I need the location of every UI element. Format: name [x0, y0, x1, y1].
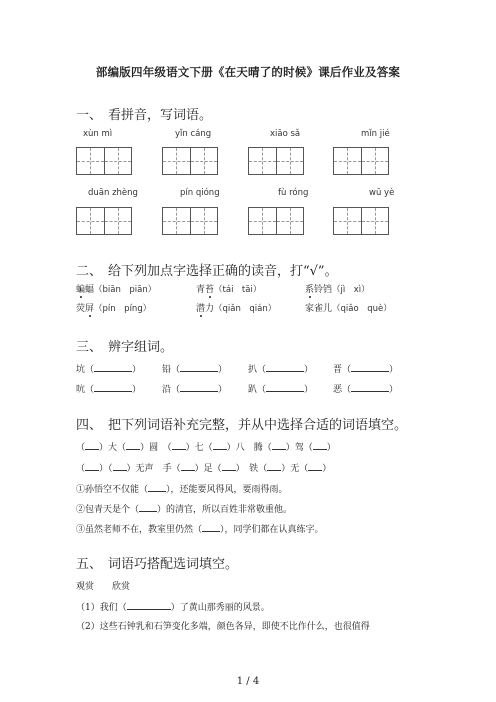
section-number: 二、 [76, 264, 103, 279]
section-title: 辨字组词。 [108, 340, 174, 355]
section-4-heading [76, 414, 407, 433]
word-group-item[interactable]: 趴（ ） [248, 382, 313, 395]
writing-grid[interactable] [333, 207, 389, 235]
section-1-heading [76, 104, 212, 123]
word-group-item[interactable]: 恶（ ） [333, 382, 398, 395]
pinyin-label: pín qióng [180, 188, 220, 198]
writing-grid[interactable] [333, 147, 389, 175]
section-number: 四、 [76, 418, 103, 433]
section-title: 把下列词语补充完整，并从中选择合适的词语填空。 [108, 418, 408, 433]
section-5-heading [76, 553, 238, 572]
writing-grid[interactable] [76, 207, 132, 235]
pronunciation-options: （qiǎo què） [332, 304, 392, 314]
fill-question[interactable]: ①孙悟空不仅能（ ），还能要风得风，要雨得雨。 [76, 482, 288, 495]
word-group-item[interactable]: 吭（ ） [76, 382, 141, 395]
fill-question[interactable]: ③虽然老师不在，教室里仍然（ ），同学们都在认真练字。 [76, 522, 324, 535]
pronunciation-item[interactable]: 潜力（qiǎn qián） [196, 304, 277, 314]
writing-grid[interactable] [162, 207, 218, 235]
document-title: 部编版四年级语文下册《在天晴了的时候》课后作业及答案 [95, 65, 401, 79]
word-group-item[interactable]: 铅（ ） [162, 362, 227, 375]
section-title: 给下列加点字选择正确的读音，打“√”。 [108, 264, 338, 279]
pronunciation-item[interactable]: 蝙蝠（biān piān） [76, 285, 157, 295]
pronunciation-item[interactable]: 荧屏（pín píng） [76, 304, 152, 314]
pronunciation-options: （tái tāi） [214, 285, 262, 295]
writing-grid[interactable] [248, 207, 304, 235]
pinyin-label: fù róng [278, 188, 309, 198]
fill-question[interactable]: ②包青天是个（ ）的清官，所以百姓非常敬重他。 [76, 502, 292, 515]
pronunciation-item[interactable]: 系铃铛（jì xì） [305, 285, 370, 295]
section-title: 词语巧搭配选词填空。 [108, 557, 239, 572]
pinyin-label: duān zhèng [88, 188, 138, 198]
writing-grid[interactable] [162, 147, 218, 175]
page-number: 1 / 4 [236, 676, 260, 687]
word-group-item[interactable]: 扒（ ） [248, 362, 313, 375]
pronunciation-item[interactable]: 家雀儿（qiǎo què） [305, 304, 392, 314]
section-3-heading [76, 336, 173, 355]
pinyin-label: mǐn jié [361, 129, 390, 139]
idiom-row[interactable]: （ ）（ ）无声 手（ ）足（ ） 铁（ ）无（ ） [76, 461, 331, 474]
pronunciation-options: （pín píng） [94, 304, 152, 314]
pronunciation-item[interactable]: 青苔（tái tāi） [196, 285, 262, 295]
section-title: 看拼音，写词语。 [108, 108, 213, 123]
writing-grid[interactable] [76, 147, 132, 175]
pronunciation-options: （jì xì） [332, 285, 370, 295]
pinyin-label: yǐn cáng [175, 129, 212, 139]
section-2-heading [76, 260, 338, 279]
word-group-item[interactable]: 坑（ ） [76, 362, 141, 375]
word-choices: 观赏 欣赏 [76, 582, 131, 592]
idiom-row[interactable]: （ ）大（ ）圆 （ ）七（ ）八 腾（ ）驾（ ） [76, 440, 336, 453]
pinyin-label: xiāo sǎ [270, 129, 301, 139]
section-number: 一、 [76, 108, 103, 123]
fill-question[interactable]: （1）我们（ ）了黄山那秀丽的风景。 [76, 600, 270, 613]
section-number: 三、 [76, 340, 103, 355]
pinyin-label: xùn mì [83, 129, 113, 139]
fill-question: （2）这些石钟乳和石笋变化多端，颜色各异，即使不比作什么，也很值得 [76, 622, 370, 632]
word-group-item[interactable]: 晋（ ） [333, 362, 398, 375]
pronunciation-options: （biān piān） [94, 285, 157, 295]
word-group-item[interactable]: 沿（ ） [162, 382, 227, 395]
writing-grid[interactable] [248, 147, 304, 175]
section-number: 五、 [76, 557, 103, 572]
pronunciation-options: （qiǎn qián） [214, 304, 277, 314]
pinyin-label: wū yè [369, 188, 395, 198]
